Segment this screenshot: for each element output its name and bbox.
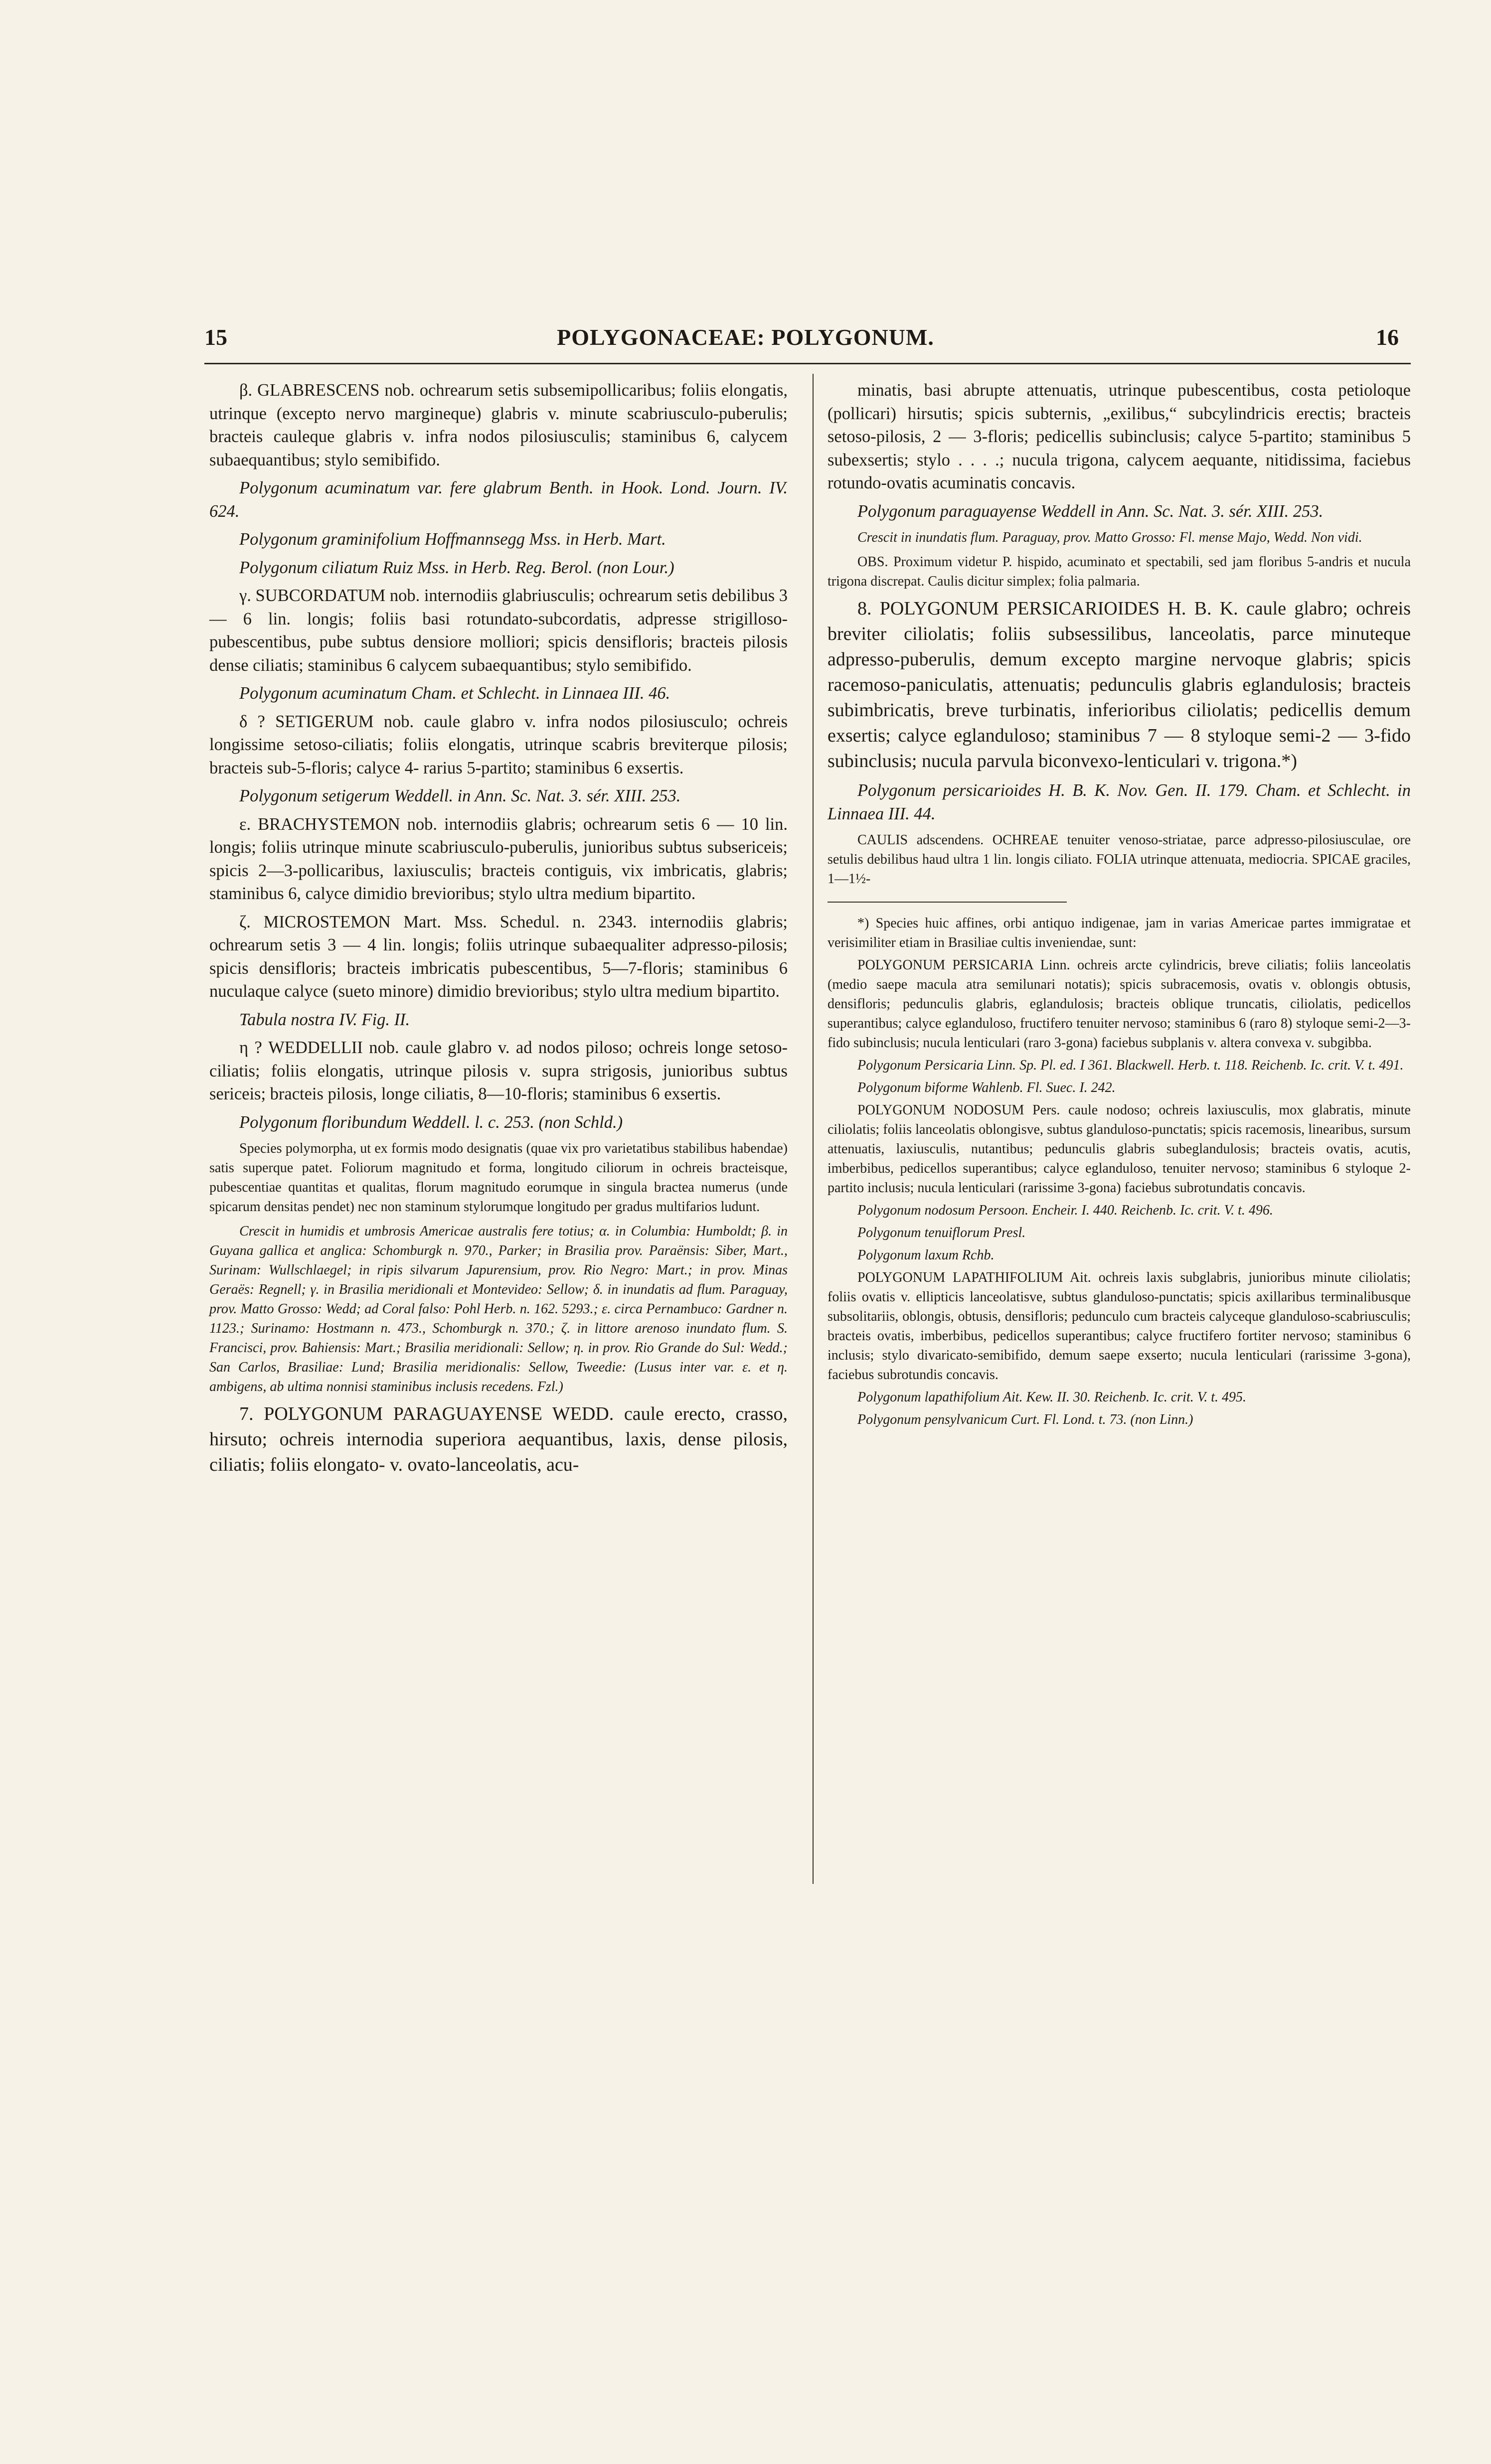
left-paragraph: 7. POLYGONUM PARAGUAYENSE WEDD. caule erecto, crasso, hirsuto; ochreis internodia superiora aequantibus, laxis, dense pilosis, ciliatis; foliis elongato- v. ovato-lanceolatis, acu- bbox=[209, 1403, 788, 1475]
page-number-left: 15 bbox=[204, 324, 227, 350]
left-citation: Tabula nostra IV. Fig. II. bbox=[239, 1010, 410, 1029]
footnote-paragraph: POLYGONUM NODOSUM Pers. caule nodoso; ochreis laxiusculis, mox glabratis, minute ciliolatis; foliis lanceolatis oblongisve, subtus glanduloso-punctatis; spicis racemosis, linearibus, sursum attenuatis, laxiusculis, nutantibus; pedunculis glabris subeglandulosis; bracteis ovatis, acutis, imberbibus, pedicellos superantibus; calyce eglanduloso, tenuiter nervoso; staminibus 6 styloque 2-partito inclusis; nucula lenticulari (rarissime 3-gona) faciebus subrotundatis concavis. bbox=[828, 1102, 1411, 1196]
left-citation: Polygonum ciliatum Ruiz Mss. in Herb. Reg. Berol. (non Lour.) bbox=[239, 558, 674, 577]
footnote-citation: Polygonum Persicaria Linn. Sp. Pl. ed. I 361. Blackwell. Herb. t. 118. Reichenb. Ic. crit. V. t. 491. bbox=[857, 1058, 1404, 1073]
left-paragraph: γ. SUBCORDATUM nob. internodiis glabriusculis; ochrearum setis debilibus 3 — 6 lin. longis; foliis basi rotundato-subcordatis, adpresse strigilloso-pubescentibus, pube subtus densiore molliori; spicis densifloris; bracteis pilosis dense ciliatis; staminibus 6 calycem subaequantibus; stylo semibifido. bbox=[209, 586, 788, 675]
footnote-paragraph: *) Species huic affines, orbi antiquo indigenae, jam in varias Americae partes immigratae et verisimiliter etiam in Brasiliae cultis inveniendae, sunt: bbox=[828, 916, 1411, 950]
left-paragraph: β. GLABRESCENS nob. ochrearum setis subsemipollicaribus; foliis elongatis, utrinque (excepto nervo margineque) glabris v. minute scabriusculo-puberulis; bracteis cauleque glabris v. infra nodos pilosiusculis; staminibus 6, calycem subaequantibus; stylo semibifido. bbox=[209, 381, 788, 469]
footnote-paragraph: POLYGONUM LAPATHIFOLIUM Ait. ochreis laxis subglabris, junioribus minute ciliolatis; foliis ovatis v. ellipticis lanceolatisve, subtus glanduloso-punctatis; spicis axillaribus terminalibusque subsolitariis, oblongis, obtusis, densifloris; pedunculo cum bracteis calyceque glanduloso-scabriusculis; bracteis ovatis, imberbibus, pedicellos superantibus; calyce fructifero fortiter nervoso; staminibus 6 inclusis; stylo divaricato-semibifido, demum saepe exserto; nucula lenticulari (rarissime 3-gona), faciebus subrotundis concavis. bbox=[828, 1270, 1411, 1383]
left-paragraph: ζ. MICROSTEMON Mart. Mss. Schedul. n. 2343. internodiis glabris; ochrearum setis 3 — 4 lin. longis; foliis utrinque subaequaliter adpresso-pilosis; spicis densifloris; bracteis imbricatis pubescentibus, 5—7-floris; staminibus 6 nuculaque calyce (sueto minore) dimidio brevioribus; stylo ultra medium bipartito. bbox=[209, 912, 788, 1001]
left-paragraph: ε. BRACHYSTEMON nob. internodiis glabris; ochrearum setis 6 — 10 lin. longis; foliis utrinque minute scabriusculo-puberulis, junioribus subtus subsericeis; spicis 2—3-pollicaribus, laxiusculis; bracteis contiguis, vix imbricatis, glabris; staminibus 6, calyce dimidio brevioribus; stylo ultra medium bipartito. bbox=[209, 814, 788, 903]
footnote-citation: Polygonum tenuiflorum Presl. bbox=[857, 1225, 1026, 1240]
left-paragraph: δ ? SETIGERUM nob. caule glabro v. infra nodos pilosiusculo; ochreis longissime setoso-ciliatis; foliis elongatis, utrinque scabris breviterque pilosis; bracteis sub-5-floris; calyce 4- rarius 5-partito; staminibus 6 exsertis. bbox=[209, 712, 788, 777]
footnote-citation: Polygonum biforme Wahlenb. Fl. Suec. I. 242. bbox=[857, 1080, 1116, 1095]
footnote-paragraph: POLYGONUM PERSICARIA Linn. ochreis arcte cylindricis, breve ciliatis; foliis lanceolatis (medio saepe macula atra semilunari notatis); spicis subracemosis, ovatis v. oblongis obtusis, densifloris; pedunculis glabris, eglandulosis; bracteis oblique truncatis, ciliolatis, pedicellos superantibus; calyce eglanduloso, fructifero tenuiter nervoso; staminibus 6 (raro 8) styloque semi-2—3-fido subinclusis; nucula lenticulari (raro 3-gona) faciebus subplanis v. altera convexa v. subgibba. bbox=[828, 957, 1411, 1051]
right-paragraph: 8. POLYGONUM PERSICARIOIDES H. B. K. caule glabro; ochreis breviter ciliolatis; foliis subsessilibus, lanceolatis, parce minuteque adpresso-puberulis, demum excepto margine nervoque glabris; spicis racemoso-paniculatis, attenuatis; pedunculis glabris eglandulosis; bracteis subimbricatis, breve turbinatis, inferioribus ciliolatis; pedicellis demum exsertis; calyce eglanduloso; staminibus 7 — 8 styloque semi-2 — 3-fido subinclusis; nucula parvula biconvexo-lenticulari v. trigona.*) bbox=[828, 598, 1411, 771]
right-citation: Crescit in inundatis flum. Paraguay, prov. Matto Grosso: Fl. mense Majo, Wedd. Non vidi. bbox=[857, 530, 1362, 545]
left-citation: Polygonum graminifolium Hoffmannsegg Mss. in Herb. Mart. bbox=[239, 530, 666, 549]
footnote-citation: Polygonum pensylvanicum Curt. Fl. Lond. t. 73. (non Linn.) bbox=[857, 1412, 1193, 1427]
left-citation: Polygonum setigerum Weddell. in Ann. Sc. Nat. 3. sér. XIII. 253. bbox=[239, 786, 681, 805]
left-paragraph: Species polymorpha, ut ex formis modo designatis (quae vix pro varietatibus stabilibus habendae) satis superque patet. Foliorum magnitudo et forma, longitudo ciliorum in ochreis bracteisque, pubescentiae quantitas et qualitas, florum magnitudo eorumque in singula bractea numerus (unde spicarum densitas pendet) nec non staminum stylorumque longitudo per gradus multifarios ludunt. bbox=[209, 1141, 788, 1215]
right-paragraph: OBS. Proximum videtur P. hispido, acuminato et spectabili, sed jam floribus 5-andris et nucula trigona discrepat. Caulis dicitur simplex; folia palmaria. bbox=[828, 554, 1411, 589]
right-citation: Polygonum persicarioides H. B. K. Nov. Gen. II. 179. Cham. et Schlecht. in Linnaea III. 44. bbox=[828, 781, 1411, 823]
left-citation: Polygonum acuminatum var. fere glabrum Benth. in Hook. Lond. Journ. IV. 624. bbox=[209, 478, 788, 521]
right-paragraph: minatis, basi abrupte attenuatis, utrinque pubescentibus, costa petioloque (pollicari) hirsutis; spicis subternis, „exilibus,“ subcylindricis erectis; bracteis setoso-pilosis, 2 — 3-floris; pedicellis subinclusis; calyce 5-partito; staminibus 5 subexsertis; stylo . . . .; nucula trigona, calycem aequante, nitidissima, faciebus rotundo-ovatis acuminatis concavis. bbox=[828, 381, 1411, 492]
footnote bbox=[828, 914, 1411, 1429]
right-paragraph: CAULIS adscendens. OCHREAE tenuiter venoso-striatae, parce adpresso-pilosiusculae, ore setulis debilibus haud ultra 1 lin. longis ciliato. FOLIA utrinque attenuata, mediocria. SPICAE graciles, 1—1½- bbox=[828, 832, 1411, 887]
page-number-right: 16 bbox=[1376, 324, 1399, 350]
left-citation: Polygonum acuminatum Cham. et Schlecht. in Linnaea III. 46. bbox=[239, 684, 670, 703]
running-title: POLYGONACEAE: POLYGONUM. bbox=[557, 324, 934, 350]
header-rule bbox=[204, 363, 1411, 364]
left-citation: Crescit in humidis et umbrosis Americae australis fere totius; α. in Columbia: Humboldt; β. in Guyana gallica et anglica: Schomburgk n. 970., Parker; in Brasilia prov. Paraënsis: Siber, Mart., Surinam: Wullschlaegel; in ripis silvarum Japurensium, prov. Rio Negro: Mart.; in prov. Minas Geraës: Regnell; γ. in Brasilia meridionali et Montevideo: Sellow; δ. in inundatis ad flum. Paraguay, prov. Matto Grosso: Wedd; ad Coral falso: Pohl Herb. n. 162. 5293.; ε. circa Pernambuco: Gardner n. 1123.; Surinamo: Hostmann n. 473., Schomburgk n. 370.; ζ. in littore arenoso inundato flum. S. Francisci, prov. Bahiensis: Mart.; Brasilia meridionali: Sellow; η. in prov. Rio Grande do Sul: Wedd.; San Carlos, Brasiliae: Lund; Brasilia meridionalis: Sellow, Tweedie: (Lusus inter var. ε. et η. ambigens, ab ultima nonnisi staminibus inclusis recedens. Fzl.) bbox=[209, 1224, 788, 1394]
right-citation: Polygonum paraguayense Weddell in Ann. Sc. Nat. 3. sér. XIII. 253. bbox=[857, 501, 1324, 521]
left-citation: Polygonum floribundum Weddell. l. c. 253. (non Schld.) bbox=[239, 1112, 623, 1132]
footnote-rule bbox=[828, 902, 1067, 903]
footnote-citation: Polygonum lapathifolium Ait. Kew. II. 30. Reichenb. Ic. crit. V. t. 495. bbox=[857, 1389, 1247, 1405]
left-paragraph: η ? WEDDELLII nob. caule glabro v. ad nodos piloso; ochreis longe setoso-ciliatis; foliis elongatis, utrinque pilosis v. supra strigosis, junioribus subtus sericeis; bracteis pilosis, longe ciliatis, 8—10-floris; staminibus 6 exsertis. bbox=[209, 1038, 788, 1103]
column-divider bbox=[813, 374, 814, 1884]
footnote-citation: Polygonum laxum Rchb. bbox=[857, 1247, 994, 1263]
right-column bbox=[828, 379, 1411, 1432]
left-column bbox=[209, 379, 788, 1483]
footnote-citation: Polygonum nodosum Persoon. Encheir. I. 440. Reichenb. Ic. crit. V. t. 496. bbox=[857, 1203, 1273, 1218]
